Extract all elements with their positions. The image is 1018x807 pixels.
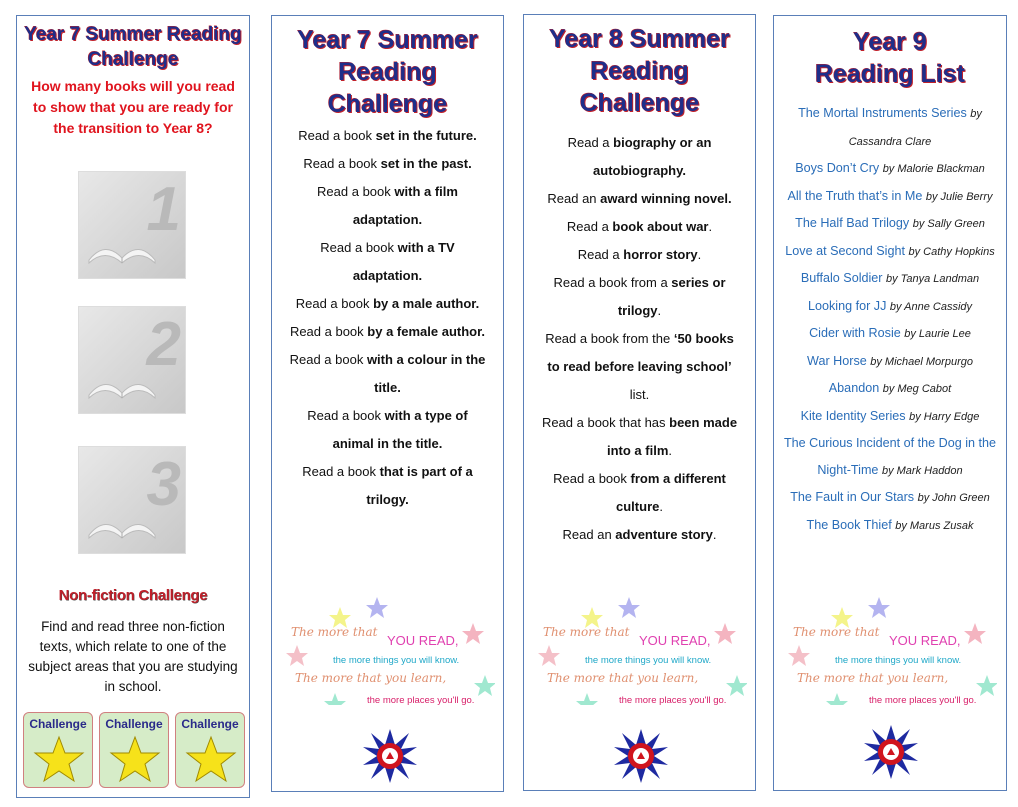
item-prefix: Read a book [295, 296, 374, 311]
item-prefix: Read a book [303, 156, 381, 171]
list-item [782, 348, 998, 376]
book-title: Love at Second Sight [785, 243, 905, 258]
item-emphasis: been made into a film [606, 415, 738, 458]
item-prefix: Read a book [320, 240, 398, 255]
quote-line: the more things you will know. [333, 655, 460, 666]
challenge-item [286, 178, 489, 234]
book-author: by Sally Green [912, 218, 985, 230]
quote-line: YOU READ, [889, 633, 961, 648]
challenge-badge-1 [23, 712, 93, 788]
item-emphasis: horror story [623, 247, 698, 262]
reading-quote-graphic [285, 595, 495, 705]
item-prefix: Read an [547, 191, 601, 206]
list-item [782, 265, 998, 293]
item-suffix: . [712, 527, 717, 542]
list-item [782, 155, 998, 183]
challenge-label: Challenge [181, 717, 239, 731]
item-prefix: Read a book [289, 352, 367, 367]
item-emphasis: ‘50 books to read before leaving school’ [547, 331, 734, 374]
item-emphasis: from a different culture [616, 471, 726, 514]
quote-line: The more that you learn, [547, 671, 699, 685]
list-item [782, 100, 998, 155]
list-item [782, 293, 998, 321]
stars-decoration-icon [787, 595, 997, 705]
book-author: by Meg Cabot [882, 383, 952, 395]
bookmark-title: Year 9 Reading List [814, 28, 965, 88]
book-author: by Cassandra Clare [848, 108, 982, 148]
item-emphasis: with a type of animal in the title. [332, 408, 468, 451]
quote-line: The more that [291, 625, 378, 639]
book-author: by Tanya Landman [886, 273, 980, 285]
tile-number: 1 [146, 175, 181, 244]
star-icon [33, 735, 85, 783]
quote-line: YOU READ, [387, 633, 459, 648]
book-title: Looking for JJ [807, 298, 887, 313]
school-logo-icon [359, 725, 421, 787]
challenge-item [540, 185, 739, 213]
challenge-item [286, 458, 489, 514]
challenge-item [540, 269, 739, 325]
book-author: by John Green [917, 492, 990, 504]
reading-quote-graphic [537, 595, 747, 705]
challenge-item [286, 150, 489, 178]
challenge-item [286, 318, 489, 346]
quote-line: The more that you learn, [295, 671, 447, 685]
item-emphasis: book about war [612, 219, 709, 234]
item-emphasis: by a male author. [373, 296, 480, 311]
star-icon [109, 735, 161, 783]
tile-number: 2 [146, 310, 181, 379]
school-logo-icon [860, 721, 922, 783]
book-title: Buffalo Soldier [800, 271, 883, 285]
item-prefix: Read a book [317, 184, 395, 199]
challenge-badge-3 [175, 712, 245, 788]
stars-decoration-icon [537, 595, 747, 705]
item-emphasis: with a film adaptation. [352, 184, 458, 227]
quote-line: the more things you will know. [835, 655, 962, 666]
bookmark-title: Year 7 Summer Reading Challenge [297, 26, 478, 118]
book-author: by Laurie Lee [904, 328, 971, 340]
reading-quote-graphic [787, 595, 997, 705]
item-emphasis: award winning novel. [600, 191, 732, 206]
book-title: Kite Identity Series [800, 408, 906, 423]
list-item [782, 183, 998, 211]
challenge-item [540, 129, 739, 185]
book-title: All the Truth that’s in Me [787, 188, 923, 203]
nonfiction-text: Find and read three non-fiction texts, which relate to one of the subject areas that you are studying in school. [28, 619, 238, 694]
book-author: by Michael Morpurgo [870, 355, 973, 368]
item-suffix: list. [629, 387, 650, 402]
challenge-item [286, 122, 489, 150]
book-title: War Horse [807, 353, 867, 368]
quote-line: the more things you will know. [585, 655, 712, 666]
book-title: The Book Thief [806, 517, 892, 532]
book-author: by Marus Zusak [895, 519, 974, 532]
quote-line: The more that [543, 625, 630, 639]
list-item [782, 375, 998, 403]
challenge-label: Challenge [105, 717, 163, 731]
item-suffix: . [708, 219, 713, 234]
item-prefix: Read a book that has [541, 415, 670, 430]
book-title: The Half Bad Trilogy [795, 216, 910, 230]
challenge-question: How many books will you read to show that you are ready for the transition to Year 8? [31, 78, 235, 136]
nonfiction-title: Non-fiction Challenge [58, 587, 208, 604]
item-suffix: . [657, 303, 662, 318]
book-title: Cider with Rosie [809, 326, 901, 340]
item-suffix: . [697, 247, 702, 262]
item-prefix: Read a book from the [545, 331, 674, 346]
item-prefix: Read a book [307, 408, 385, 423]
item-suffix: . [659, 499, 663, 514]
book-title: Abandon [828, 381, 880, 395]
item-emphasis: by a female author. [367, 324, 486, 339]
book-list [774, 100, 1006, 539]
challenge-item [286, 234, 489, 290]
book-title: Boys Don’t Cry [795, 161, 880, 175]
item-prefix: Read a book [302, 464, 380, 479]
challenge-list [272, 122, 503, 514]
item-emphasis: adventure story [615, 527, 713, 542]
book-author: by Malorie Blackman [882, 163, 985, 175]
number-tile-2 [78, 306, 186, 414]
item-emphasis: series or trilogy [617, 275, 726, 318]
star-icon [185, 735, 237, 783]
number-tile-1 [78, 171, 186, 279]
challenge-item [540, 213, 739, 241]
book-author: by Anne Cassidy [889, 300, 973, 313]
bookmark-year7-overview [16, 15, 250, 798]
item-emphasis: biography or an autobiography. [593, 135, 712, 178]
number-tile-3 [78, 446, 186, 554]
bookmark-title-text: Year 7 Summer Reading Challenge [24, 24, 242, 70]
challenge-item [286, 346, 489, 402]
item-emphasis: with a TV adaptation. [352, 240, 455, 283]
book-title: The Mortal Instruments Series [798, 106, 967, 120]
book-title: The Fault in Our Stars [790, 490, 915, 504]
school-logo-icon [610, 725, 672, 787]
list-item [782, 403, 998, 431]
challenge-list [524, 129, 755, 549]
book-author: by Mark Haddon [881, 464, 963, 477]
list-item [782, 430, 998, 484]
list-item [782, 210, 998, 238]
book-author: by Julie Berry [925, 190, 993, 203]
item-emphasis: that is part of a trilogy. [366, 464, 473, 507]
challenge-item [540, 409, 739, 465]
challenge-item [540, 325, 739, 409]
quote-line: the more places you'll go. [869, 695, 977, 706]
bookmark-title [17, 22, 249, 72]
quote-line: The more that you learn, [797, 671, 949, 685]
challenge-item [286, 402, 489, 458]
book-author: by Cathy Hopkins [908, 245, 995, 258]
book-author: by Harry Edge [909, 410, 980, 423]
challenge-item [540, 465, 739, 521]
item-prefix: Read a book [298, 128, 376, 143]
list-item [782, 512, 998, 540]
challenge-label: Challenge [29, 717, 87, 731]
quote-line: YOU READ, [639, 633, 711, 648]
stars-decoration-icon [285, 595, 495, 705]
item-prefix: Read a book from a [553, 275, 672, 290]
challenge-badge-2 [99, 712, 169, 788]
item-prefix: Read a book [289, 324, 368, 339]
quote-line: The more that [793, 625, 880, 639]
challenge-item [540, 241, 739, 269]
item-prefix: Read an [562, 527, 616, 542]
item-emphasis: with a colour in the title. [366, 352, 486, 395]
list-item [782, 238, 998, 266]
list-item [782, 484, 998, 512]
bookmark-title: Year 8 Summer Reading Challenge [549, 25, 730, 117]
challenge-item [540, 521, 739, 549]
item-prefix: Read a book [553, 471, 631, 486]
item-prefix: Read a [577, 247, 624, 262]
item-prefix: Read a [567, 135, 614, 150]
tile-number: 3 [146, 450, 181, 519]
list-item [782, 320, 998, 348]
book-title: The Curious Incident of the Dog in the Night-Time [783, 436, 997, 477]
item-suffix: . [668, 443, 672, 458]
challenge-item [286, 290, 489, 318]
quote-line: the more places you'll go. [367, 695, 475, 706]
item-prefix: Read a [566, 219, 613, 234]
item-emphasis: set in the past. [380, 156, 472, 171]
item-emphasis: set in the future. [375, 128, 477, 143]
quote-line: the more places you'll go. [619, 695, 727, 706]
